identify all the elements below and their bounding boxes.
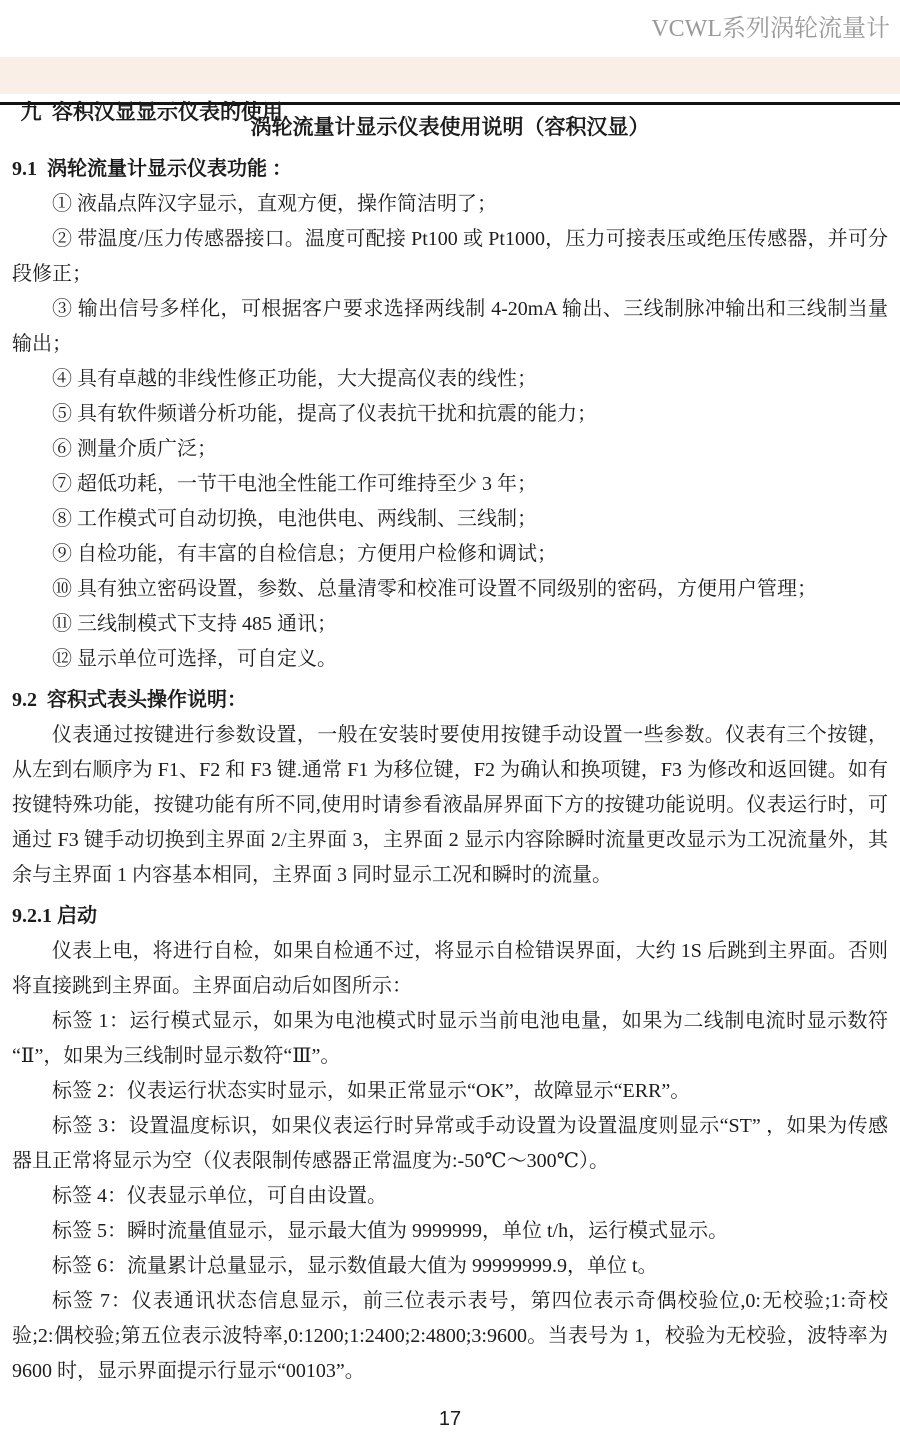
label-note: 标签 3：设置温度标识，如果仪表运行时异常或手动设置为设置温度则显示“ST” ，如果为传感器且正常将显示为空（仪表限制传感器正常温度为:-50℃～300℃）。 xyxy=(12,1115,888,1172)
feature-item: ⑤ 具有软件频谱分析功能，提高了仪表抗干扰和抗震的能力； xyxy=(52,403,597,425)
feature-item: ⑥ 测量介质广泛； xyxy=(52,438,217,460)
feature-item: ⑨ 自检功能，有丰富的自检信息；方便用户检修和调试； xyxy=(52,543,557,565)
label-note: 标签 7：仪表通讯状态信息显示，前三位表示表号，第四位表示奇偶校验位,0:无校验;1:奇校验;2:偶校验;第五位表示波特率,0:1200;1:2400;2:4800;3:9600。当表号为 1，校验为无校验，波特率为 9600 时，显示界面提示行显示“00103”。 xyxy=(12,1290,888,1382)
feature-item: ① 液晶点阵汉字显示，直观方便，操作简洁明了； xyxy=(52,193,497,215)
startup-paragraph: 仪表上电，将进行自检，如果自检通不过，将显示自检错误界面，大约 1S 后跳到主界面。否则将直接跳到主界面。主界面启动后如图所示： xyxy=(12,940,888,997)
page-title: 涡轮流量计显示仪表使用说明（容积汉显） xyxy=(250,115,650,139)
feature-item: ③ 输出信号多样化，可根据客户要求选择两线制 4-20mA 输出、三线制脉冲输出和三线制当量输出； xyxy=(12,298,888,355)
section-9-2-heading: 9.2 容积式表头操作说明： xyxy=(12,689,247,711)
section-9-2-paragraph: 仪表通过按键进行参数设置，一般在安装时要使用按键手动设置一些参数。仪表有三个按键，从左到右顺序为 F1、F2 和 F3 键.通常 F1 为移位键，F2 为确认和换项键，F3 为修改和返回键。如有按键特殊功能，按键功能有所不同,使用时请参看液晶屏界面下方的按键功能说明。仪表运行时，可通过 F3 键手动切换到主界面 2/主界面 3，主界面 2 显示内容除瞬时流量更改显示为工况流量外，其余与主界面 1 内容基本相同，主界面 3 同时显示工况和瞬时的流量。 xyxy=(12,724,888,886)
section-9-1-heading: 9.1 涡轮流量计显示仪表功能 ： xyxy=(12,158,292,180)
section-9-2-1-heading: 9.2.1 启动 xyxy=(12,905,97,927)
doc-header xyxy=(0,0,900,44)
label-note: 标签 4：仪表显示单位，可自由设置。 xyxy=(52,1185,387,1207)
feature-item: ⑪ 三线制模式下支持 485 通讯； xyxy=(52,613,337,635)
section-band xyxy=(0,57,900,124)
feature-item: ⑩ 具有独立密码设置，参数、总量清零和校准可设置不同级别的密码，方便用户管理； xyxy=(52,578,817,600)
section-band-label: 九 容积汉显显示仪表的使用 xyxy=(20,100,283,124)
page-number: 17 xyxy=(438,1408,462,1430)
label-note: 标签 5：瞬时流量值显示，显示最大值为 9999999，单位 t/h，运行模式显示。 xyxy=(52,1220,729,1242)
label-note: 标签 2：仪表运行状态实时显示，如果正常显示“OK”，故障显示“ERR”。 xyxy=(52,1080,691,1102)
doc-header-title: VCWL系列涡轮流量计 xyxy=(651,16,890,42)
label-note: 标签 6：流量累计总量显示，显示数值最大值为 99999999.9，单位 t。 xyxy=(52,1255,658,1277)
label-note: 标签 1：运行模式显示，如果为电池模式时显示当前电池电量，如果为二线制电流时显示数符“Ⅱ”，如果为三线制时显示数符“Ⅲ”。 xyxy=(12,1010,888,1067)
feature-item: ⑧ 工作模式可自动切换，电池供电、两线制、三线制； xyxy=(52,508,537,530)
feature-item: ⑦ 超低功耗，一节干电池全性能工作可维持至少 3 年； xyxy=(52,473,537,495)
feature-item: ⑫ 显示单位可选择，可自定义。 xyxy=(52,648,337,670)
feature-item: ④ 具有卓越的非线性修正功能，大大提高仪表的线性； xyxy=(52,368,537,390)
document-body xyxy=(0,152,900,1389)
feature-item: ② 带温度/压力传感器接口。温度可配接 Pt100 或 Pt1000，压力可接表压或绝压传感器，并可分段修正； xyxy=(12,228,888,285)
